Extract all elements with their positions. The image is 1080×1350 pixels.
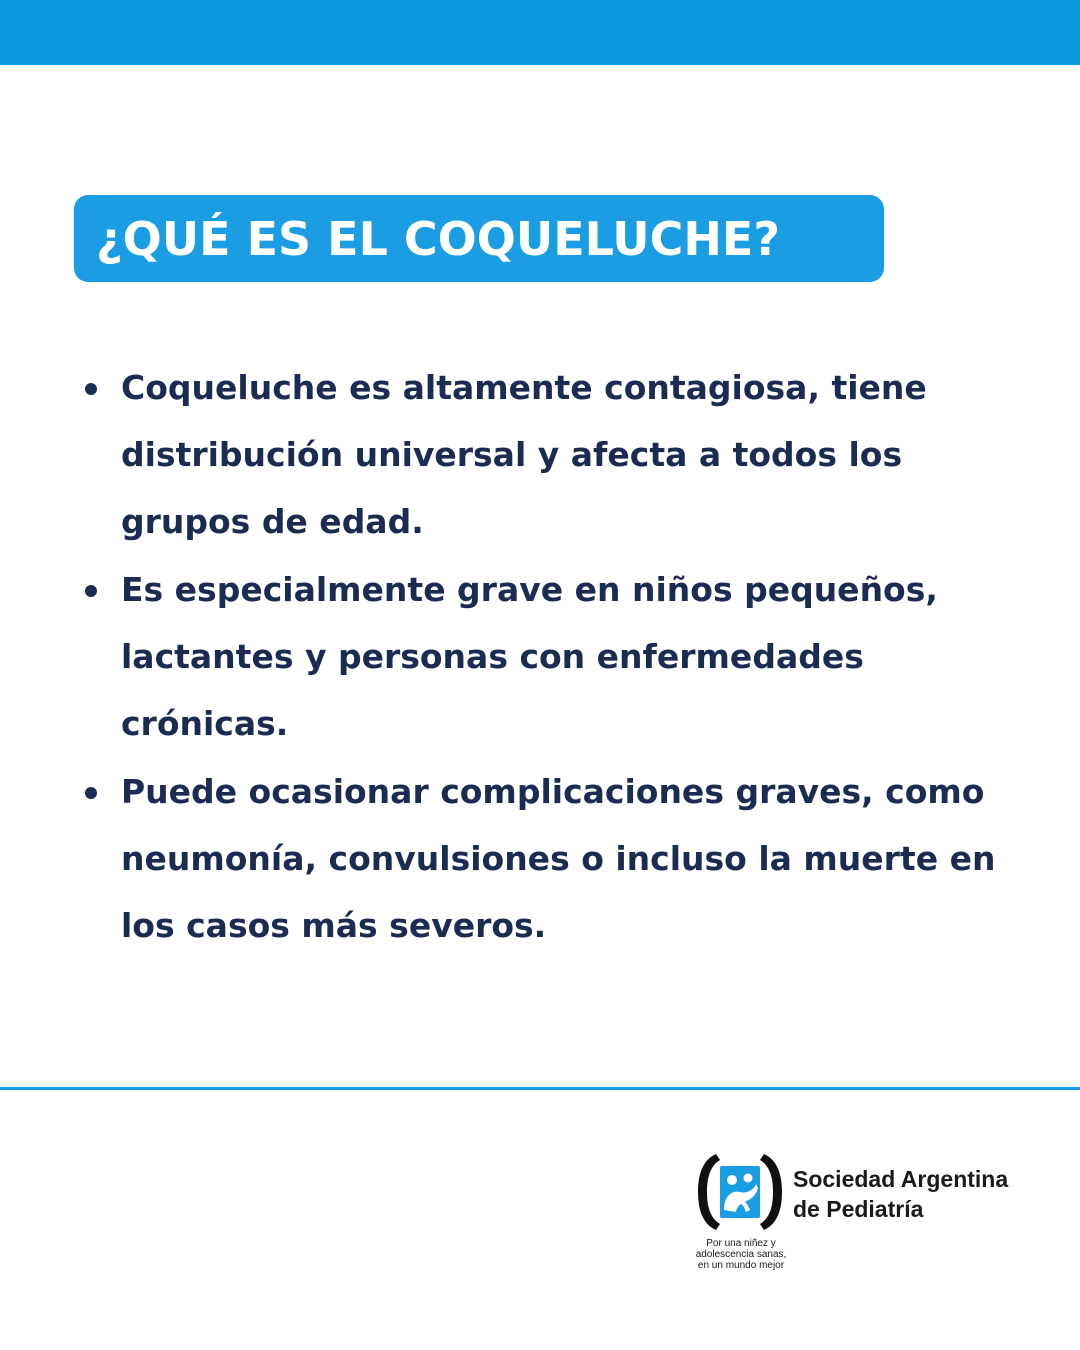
- bullet-line: neumonía, convulsiones o incluso la muerte en: [121, 839, 996, 878]
- list-item: [80, 354, 1020, 555]
- organization-tagline: [676, 1238, 806, 1271]
- bullet-line: grupos de edad.: [121, 502, 424, 541]
- bullet-list: [80, 354, 1020, 960]
- tagline-line: adolescencia sanas,: [695, 1249, 787, 1260]
- top-banner-bar: [0, 0, 1080, 65]
- list-item: [80, 556, 1020, 757]
- title-badge: [74, 195, 884, 282]
- bullet-dot-icon: [85, 787, 97, 799]
- organization-name-line: de Pediatría: [793, 1196, 924, 1222]
- bullet-line: crónicas.: [121, 704, 289, 743]
- bullet-dot-icon: [85, 585, 97, 597]
- bullet-line: Puede ocasionar complicaciones graves, como: [121, 772, 985, 811]
- bullet-dot-icon: [85, 383, 97, 395]
- organization-name: [793, 1164, 1033, 1224]
- list-item: [80, 758, 1020, 959]
- bullet-line: los casos más severos.: [121, 906, 547, 945]
- organization-name-line: Sociedad Argentina: [793, 1166, 1009, 1192]
- bullet-line: Coqueluche es altamente contagiosa, tiene: [121, 368, 927, 407]
- sap-logo-icon: [696, 1150, 784, 1234]
- bullet-line: Es especialmente grave en niños pequeños,: [121, 570, 938, 609]
- bullet-line: lactantes y personas con enfermedades: [121, 637, 864, 676]
- divider-line: [0, 1087, 1080, 1090]
- sap-logo: [696, 1150, 1036, 1280]
- page-title: ¿QUÉ ES EL COQUELUCHE?: [96, 211, 781, 266]
- tagline-line: en un mundo mejor: [697, 1260, 785, 1271]
- tagline-line: Por una niñez y: [706, 1238, 776, 1249]
- bullet-line: distribución universal y afecta a todos los: [121, 435, 903, 474]
